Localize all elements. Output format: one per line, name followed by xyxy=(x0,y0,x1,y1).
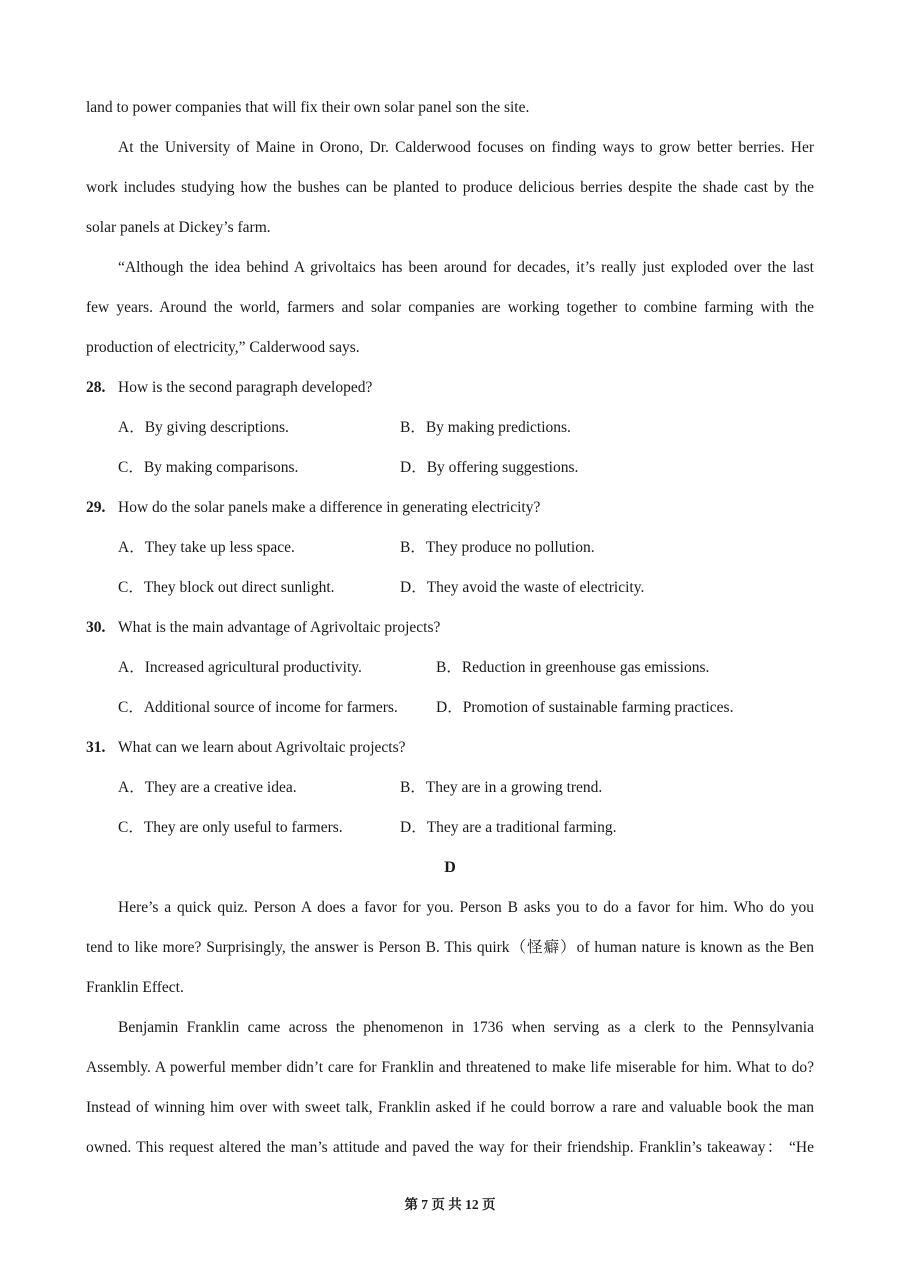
option-30-d: D．Promotion of sustainable farming practices. xyxy=(436,699,734,716)
paragraph-line: solar panels at Dickey’s farm. xyxy=(86,219,271,236)
option-30-c: C．Additional source of income for farmers. xyxy=(118,699,398,716)
question-31 xyxy=(86,738,814,758)
option-29-a: A．They take up less space. xyxy=(118,539,295,556)
question-number: 28. xyxy=(86,379,106,396)
question-text: How do the solar panels make a difference in generating electricity? xyxy=(118,499,541,516)
option-31-a: A．They are a creative idea. xyxy=(118,779,297,796)
section-heading-d: D xyxy=(444,859,456,876)
question-text: What is the main advantage of Agrivoltaic projects? xyxy=(118,619,441,636)
option-29-d: D．They avoid the waste of electricity. xyxy=(400,579,645,596)
paragraph-line: land to power companies that will fix their own solar panel son the site. xyxy=(86,99,530,116)
paragraph-line: Instead of winning him over with sweet talk, Franklin asked if he could borrow a rare and valuable book the man xyxy=(86,1099,814,1116)
option-28-a: A．By giving descriptions. xyxy=(118,419,289,436)
question-30 xyxy=(86,618,814,638)
option-31-c: C．They are only useful to farmers. xyxy=(118,819,343,836)
paragraph-line: work includes studying how the bushes can be planted to produce delicious berries despite the shade cast by the xyxy=(86,179,814,196)
question-text: How is the second paragraph developed? xyxy=(118,379,373,396)
option-28-b: B．By making predictions. xyxy=(400,419,571,436)
option-31-d: D．They are a traditional farming. xyxy=(400,819,617,836)
paragraph-line: “Although the idea behind A grivoltaics has been around for decades, it’s really just exploded over the last xyxy=(118,259,814,276)
paragraph-line: tend to like more? Surprisingly, the answer is Person B. This quirk（怪癖）of human nature is known as the Ben xyxy=(86,939,814,956)
question-29 xyxy=(86,498,814,518)
question-text: What can we learn about Agrivoltaic projects? xyxy=(118,739,406,756)
paragraph-line: Assembly. A powerful member didn’t care for Franklin and threatened to make life miserable for him. What to do? xyxy=(86,1059,814,1076)
paragraph-line: Franklin Effect. xyxy=(86,979,184,996)
paragraph-line: owned. This request altered the man’s attitude and paved the way for their friendship. Franklin’s takeaway： “He xyxy=(86,1139,814,1156)
page-number-footer: 第 7 页 共 12 页 xyxy=(404,1197,496,1212)
question-28 xyxy=(86,378,814,398)
option-29-c: C．They block out direct sunlight. xyxy=(118,579,335,596)
option-30-b: B．Reduction in greenhouse gas emissions. xyxy=(436,659,710,676)
question-number: 31. xyxy=(86,739,106,756)
option-30-a: A．Increased agricultural productivity. xyxy=(118,659,362,676)
paragraph-line: production of electricity,” Calderwood says. xyxy=(86,339,360,356)
option-31-b: B．They are in a growing trend. xyxy=(400,779,603,796)
paragraph-line: At the University of Maine in Orono, Dr. Calderwood focuses on finding ways to grow better berries. Her xyxy=(118,139,814,156)
question-number: 30. xyxy=(86,619,106,636)
paragraph-line: Here’s a quick quiz. Person A does a favor for you. Person B asks you to do a favor for him. Who do you xyxy=(118,899,814,916)
option-28-c: C．By making comparisons. xyxy=(118,459,299,476)
paragraph-line: few years. Around the world, farmers and solar companies are working together to combine farming with the xyxy=(86,299,814,316)
option-29-b: B．They produce no pollution. xyxy=(400,539,595,556)
question-number: 29. xyxy=(86,499,106,516)
option-28-d: D．By offering suggestions. xyxy=(400,459,579,476)
paragraph-line: Benjamin Franklin came across the phenomenon in 1736 when serving as a clerk to the Pennsylvania xyxy=(118,1019,814,1036)
